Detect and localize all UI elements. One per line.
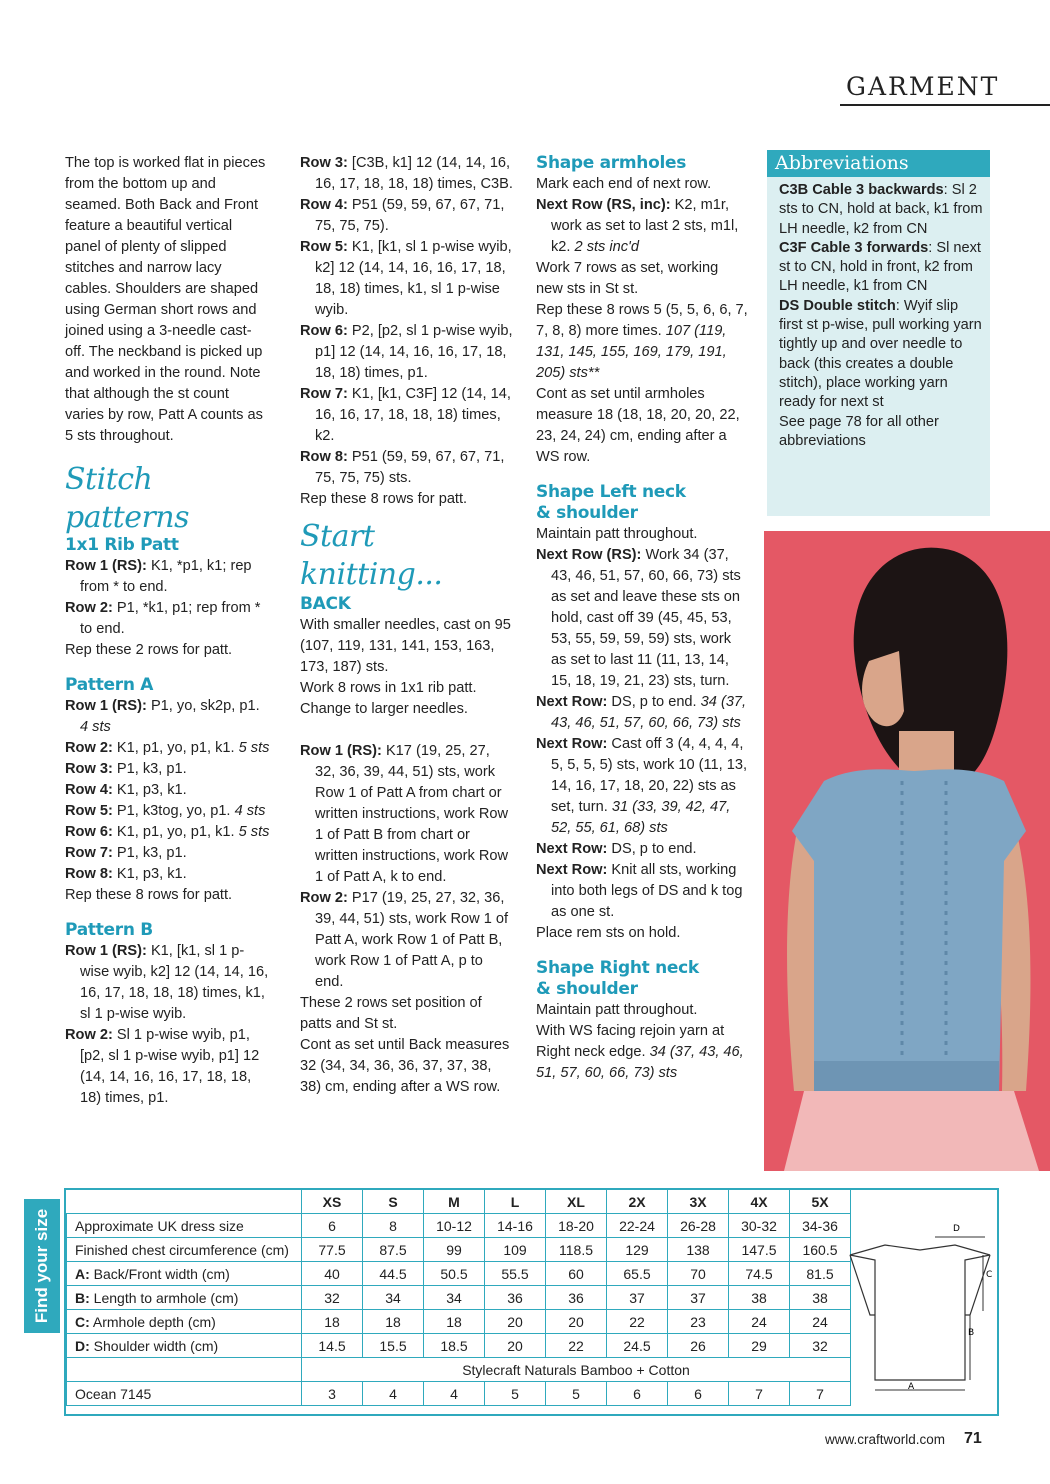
yarn-quantity: 4	[363, 1382, 424, 1406]
shape-armholes-heading: Shape armholes	[536, 153, 687, 173]
measurement-value: 24.5	[607, 1334, 668, 1358]
pattern-b-row-1	[65, 941, 270, 1025]
size-table	[66, 1189, 851, 1406]
column-3	[536, 153, 748, 1084]
abbreviations-title: Abbreviations	[767, 150, 990, 177]
measurement-value: 74.5	[729, 1262, 790, 1286]
pattern-b-row-text: K1, [k1, sl 1 p-wise wyib, k2] 12 (14, 14, 16, 16, 17, 18, 18, 18) times, k1, sl 1 p-wise wyib.	[315, 239, 512, 318]
pattern-a-row-label: Row 4:	[65, 782, 113, 798]
pattern-a-row-count: 4 sts	[80, 719, 111, 735]
measurement-label	[67, 1262, 302, 1286]
size-header: L	[485, 1190, 546, 1214]
measurement-value: 30-32	[729, 1214, 790, 1238]
left-neck-row-label: Next Row (RS):	[536, 547, 642, 563]
pattern-b-heading: Pattern B	[65, 920, 153, 940]
pattern-a-row-label: Row 2:	[65, 740, 113, 756]
pattern-b-repeat: Rep these 8 rows for patt.	[300, 491, 468, 507]
measurement-name: Length to armhole (cm)	[89, 1289, 239, 1306]
left-neck-row	[536, 692, 748, 734]
measurement-value: 40	[302, 1262, 363, 1286]
measurement-name: Back/Front width (cm)	[89, 1265, 230, 1282]
pattern-a-row-count: 5 sts	[238, 740, 270, 756]
yarn-name-row-corner	[67, 1358, 302, 1382]
armhole-next-row-text: K2, m1r, work as set to last 2 sts, m1l, k2.	[551, 197, 739, 255]
pattern-a-rows	[65, 696, 270, 885]
left-neck-rows	[536, 545, 748, 923]
pattern-b-rows-continued	[300, 153, 513, 489]
pattern-b-row	[300, 237, 513, 321]
size-table-header-row	[67, 1190, 851, 1214]
pattern-a-row-label: Row 7:	[65, 845, 113, 861]
measurement-value: 29	[729, 1334, 790, 1358]
pattern-b-row-label: Row 4:	[300, 197, 348, 213]
abbreviation-definition: : Sl next st to CN, hold in front, k2 from LH needle, k1 from CN	[779, 239, 981, 295]
measurement-value: 36	[546, 1286, 607, 1310]
rib-row-1-text: K1, *p1, k1; rep from * to end.	[80, 558, 252, 595]
measurement-value: 18	[363, 1310, 424, 1334]
yarn-quantity: 5	[485, 1382, 546, 1406]
back-row-1-label: Row 1 (RS):	[300, 743, 382, 759]
column-2	[300, 153, 513, 1098]
measurement-value: 50.5	[424, 1262, 485, 1286]
measurement-value: 23	[668, 1310, 729, 1334]
measurement-key: C:	[75, 1313, 90, 1330]
find-your-size-tab	[24, 1199, 60, 1333]
measurement-label	[67, 1334, 302, 1358]
size-table-corner	[67, 1190, 302, 1214]
size-table-row	[67, 1286, 851, 1310]
pattern-a-row-label: Row 3:	[65, 761, 113, 777]
left-neck-row	[536, 734, 748, 839]
measurement-value: 37	[607, 1286, 668, 1310]
back-row-2	[300, 888, 513, 993]
measurement-value: 8	[363, 1214, 424, 1238]
measurement-value: 44.5	[363, 1262, 424, 1286]
measurement-value: 60	[546, 1262, 607, 1286]
pattern-a-row	[65, 759, 270, 780]
pattern-a-row	[65, 780, 270, 801]
armhole-next-row-label: Next Row (RS, inc):	[536, 197, 671, 213]
left-neck-row-label: Next Row:	[536, 841, 608, 857]
abbreviations-body	[779, 181, 985, 451]
measurement-name: Armhole depth (cm)	[89, 1313, 216, 1330]
pattern-a-row-label: Row 8:	[65, 866, 113, 882]
pattern-b-row	[300, 384, 513, 447]
pattern-b-row-label: Row 7:	[300, 386, 348, 402]
size-header: 2X	[607, 1190, 668, 1214]
left-neck-row-text: Knit all sts, working into both legs of DS and k tog as one st.	[551, 862, 743, 920]
measurement-value: 70	[668, 1262, 729, 1286]
left-maintain: Maintain patt throughout.	[536, 526, 698, 542]
pattern-a-row-text: K1, p1, yo, p1, k1.	[116, 740, 235, 756]
back-row-1-text: K17 (19, 25, 27, 32, 36, 39, 44, 51) sts, work Row 1 of Patt A from chart or written instructions, work Row 1 of Patt B from chart or written instructions, work Row 1 of Patt A, k to end.	[315, 743, 509, 885]
yarn-quantity: 4	[424, 1382, 485, 1406]
pattern-b-row	[300, 153, 513, 195]
size-table-row	[67, 1262, 851, 1286]
measurement-value: 20	[485, 1310, 546, 1334]
yarn-quantity: 6	[668, 1382, 729, 1406]
measurement-value: 37	[668, 1286, 729, 1310]
measurement-value: 14.5	[302, 1334, 363, 1358]
left-neck-heading-1: Shape Left neck	[536, 482, 686, 502]
size-header: 5X	[790, 1190, 851, 1214]
pattern-a-row-text: K1, p3, k1.	[116, 782, 187, 798]
pattern-a-row-text: P1, k3, p1.	[116, 761, 187, 777]
back-row-2-text: P17 (19, 25, 27, 32, 36, 39, 44, 51) sts, work Row 1 of Patt A, work Row 1 of Patt B, work Row 1 of Patt A, p to end.	[315, 890, 509, 990]
back-set: These 2 rows set position of patts and St st.	[300, 995, 482, 1032]
pattern-b-row-label: Row 6:	[300, 323, 348, 339]
work-7-rows: Work 7 rows as set, working new sts in St st.	[536, 260, 719, 297]
size-table-row	[67, 1238, 851, 1262]
abbreviations-see-more: See page 78 for all other abbreviations	[779, 413, 939, 449]
measurement-value: 99	[424, 1238, 485, 1262]
pattern-a-heading: Pattern A	[65, 675, 154, 695]
pattern-a-row	[65, 822, 270, 843]
repeat-8-rows	[536, 300, 748, 384]
measurement-value: 18	[424, 1310, 485, 1334]
measurement-key: D:	[75, 1337, 90, 1354]
diagram-label-d: D	[953, 1224, 960, 1234]
measurement-value: 118.5	[546, 1238, 607, 1262]
pattern-a-row-text: P1, k3, p1.	[116, 845, 187, 861]
abbreviation-item	[779, 181, 985, 239]
yarn-quantity: 3	[302, 1382, 363, 1406]
measurement-label	[67, 1238, 302, 1262]
rib-row-1	[65, 556, 270, 598]
measurement-value: 55.5	[485, 1262, 546, 1286]
size-table-row	[67, 1214, 851, 1238]
measurement-value: 77.5	[302, 1238, 363, 1262]
measurement-value: 65.5	[607, 1262, 668, 1286]
pattern-a-row	[65, 801, 270, 822]
back-rib: Work 8 rows in 1x1 rib patt.	[300, 680, 477, 696]
pattern-b-row-2-label: Row 2:	[65, 1027, 113, 1043]
pattern-a-row-text: P1, yo, sk2p, p1.	[150, 698, 260, 714]
back-cont: Cont as set until Back measures 32 (34, 34, 36, 36, 37, 37, 38, 38) cm, ending after a WS row.	[300, 1037, 510, 1095]
right-neck-heading-1: Shape Right neck	[536, 958, 699, 978]
rib-repeat: Rep these 2 rows for patt.	[65, 642, 233, 658]
measurement-value: 34-36	[790, 1214, 851, 1238]
pattern-b-row-1-label: Row 1 (RS):	[65, 943, 147, 959]
measurement-value: 20	[546, 1310, 607, 1334]
yarn-shade: Ocean 7145	[67, 1382, 302, 1406]
left-neck-row-text: Work 34 (37, 43, 46, 51, 57, 60, 66, 73) sts as set and leave these sts on hold, cast off 39 (45, 45, 53, 53, 55, 59, 59, 59) sts, work as set to last 11 (11, 13, 14, 15, 18, 19, 21, 23) sts, turn.	[551, 547, 741, 689]
measurement-value: 10-12	[424, 1214, 485, 1238]
size-header: M	[424, 1190, 485, 1214]
rib-row-2-text: P1, *k1, p1; rep from * to end.	[80, 600, 261, 637]
right-ws	[536, 1021, 748, 1084]
abbreviation-term: C3B Cable 3 backwards	[779, 182, 944, 198]
section-rule	[840, 104, 1050, 106]
pattern-b-row	[300, 321, 513, 384]
pattern-a-row	[65, 738, 270, 759]
measurement-key: A:	[75, 1265, 90, 1282]
measurement-value: 22-24	[607, 1214, 668, 1238]
pattern-a-row-text: K1, p3, k1.	[116, 866, 187, 882]
pattern-b-row-text: P51 (59, 59, 67, 67, 71, 75, 75, 75) sts.	[315, 449, 505, 486]
abbreviation-definition: : Sl 2 sts to CN, hold at back, k1 from LH needle, k2 from CN	[779, 182, 983, 237]
measurement-value: 18.5	[424, 1334, 485, 1358]
measurement-value: 6	[302, 1214, 363, 1238]
measurement-name: Finished chest circumference (cm)	[75, 1241, 289, 1258]
left-neck-row	[536, 545, 748, 692]
pattern-a-repeat: Rep these 8 rows for patt.	[65, 887, 233, 903]
left-neck-row-text: DS, p to end.	[611, 694, 697, 710]
size-header: 3X	[668, 1190, 729, 1214]
measurement-name: Shoulder width (cm)	[89, 1337, 219, 1354]
left-neck-row-label: Next Row:	[536, 694, 608, 710]
measurement-value: 32	[302, 1286, 363, 1310]
yarn-quantity-row	[67, 1382, 851, 1406]
left-neck-row-count: 34 (37, 43, 46, 51, 57, 60, 66, 73) sts	[551, 694, 747, 731]
left-neck-row-text: Cast off 3 (4, 4, 4, 4, 5, 5, 5, 5) sts, work 10 (11, 13, 14, 16, 17, 18, 20, 22) sts as set, turn.	[551, 736, 748, 815]
measurement-value: 18-20	[546, 1214, 607, 1238]
measurement-value: 38	[790, 1286, 851, 1310]
pattern-b-row-label: Row 5:	[300, 239, 348, 255]
armhole-next-row	[536, 195, 748, 258]
right-ws-text: With WS facing rejoin yarn at Right neck edge.	[536, 1023, 725, 1060]
measurement-value: 81.5	[790, 1262, 851, 1286]
abbreviation-item	[779, 297, 985, 413]
left-neck-row-label: Next Row:	[536, 862, 608, 878]
armhole-next-row-count: 2 sts inc'd	[574, 239, 639, 255]
size-table-row	[67, 1334, 851, 1358]
measurement-value: 87.5	[363, 1238, 424, 1262]
abbreviation-definition: : Wyif slip first st p-wise, pull working yarn tightly up and over needle to back (this creates a double stitch), place working yarn ready for next st	[779, 297, 982, 411]
left-neck-row	[536, 839, 748, 860]
measurement-value: 38	[729, 1286, 790, 1310]
measurement-value: 36	[485, 1286, 546, 1310]
right-ws-count: 34 (37, 43, 46, 51, 57, 60, 66, 73) sts	[536, 1044, 744, 1081]
pattern-a-row-count: 5 sts	[238, 824, 270, 840]
measurement-value: 109	[485, 1238, 546, 1262]
repeat-8-count: 107 (119, 131, 145, 155, 169, 179, 191, 205) sts**	[536, 323, 727, 381]
pattern-a-row-text: P1, k3tog, yo, p1.	[116, 803, 231, 819]
armhole-cont: Cont as set until armholes measure 18 (18, 18, 20, 20, 22, 23, 24, 24) cm, ending after a WS row.	[536, 386, 740, 465]
intro-text: The top is worked flat in pieces from the bottom up and seamed. Both Back and Front feature a beautiful vertical panel of plenty of slipped stitches and narrow lacy cables. Shoulders are shaped using German short rows and joined using a 3-needle cast-off. The neckband is picked up and worked in the round. Note that although the st count varies by row, Patt A counts as 5 sts throughout.	[65, 155, 266, 444]
measurement-value: 20	[485, 1334, 546, 1358]
back-cast-on: With smaller needles, cast on 95 (107, 119, 131, 141, 153, 163, 173, 187) sts.	[300, 617, 511, 675]
measurement-name: Approximate UK dress size	[75, 1217, 244, 1234]
yarn-name: Stylecraft Naturals Bamboo + Cotton	[302, 1358, 851, 1382]
rib-heading: 1x1 Rib Patt	[65, 535, 179, 555]
yarn-quantity: 6	[607, 1382, 668, 1406]
measurement-label	[67, 1310, 302, 1334]
measurement-value: 160.5	[790, 1238, 851, 1262]
garment-schematic-diagram	[845, 1215, 995, 1400]
measurement-label	[67, 1214, 302, 1238]
pattern-b-row-label: Row 8:	[300, 449, 348, 465]
abbreviation-term: C3F Cable 3 forwards	[779, 239, 929, 256]
size-header: XS	[302, 1190, 363, 1214]
back-row-1	[300, 741, 513, 888]
measurement-value: 24	[790, 1310, 851, 1334]
right-maintain: Maintain patt throughout.	[536, 1002, 698, 1018]
pattern-b-row	[300, 447, 513, 489]
measurement-value: 26	[668, 1334, 729, 1358]
size-header: S	[363, 1190, 424, 1214]
model-photo-illustration	[764, 531, 1050, 1171]
start-knitting-heading: Start knitting...	[300, 519, 443, 592]
pattern-b-row-text: P51 (59, 59, 67, 67, 71, 75, 75, 75).	[315, 197, 505, 234]
abbreviation-term: DS Double stitch	[779, 297, 896, 314]
measurement-value: 129	[607, 1238, 668, 1262]
yarn-quantity: 7	[729, 1382, 790, 1406]
pattern-a-row-text: K1, p1, yo, p1, k1.	[116, 824, 235, 840]
back-change-needles: Change to larger needles.	[300, 701, 468, 717]
pattern-a-row	[65, 843, 270, 864]
pattern-a-row-count: 4 sts	[234, 803, 266, 819]
pattern-b-row-1-text: K1, [k1, sl 1 p-wise wyib, k2] 12 (14, 14, 16, 16, 17, 18, 18, 18) times, k1, sl 1 p-wise wyib.	[80, 943, 269, 1022]
measurement-value: 24	[729, 1310, 790, 1334]
yarn-quantity: 5	[546, 1382, 607, 1406]
measurement-key: B:	[75, 1289, 90, 1306]
pattern-b-row	[300, 195, 513, 237]
measurement-label	[67, 1286, 302, 1310]
pattern-b-row-2-text: Sl 1 p-wise wyib, p1, [p2, sl 1 p-wise wyib, p1] 12 (14, 14, 16, 16, 17, 18, 18, 18) times, p1.	[80, 1027, 260, 1106]
measurement-value: 14-16	[485, 1214, 546, 1238]
pattern-a-row	[65, 696, 270, 738]
rib-row-2-label: Row 2:	[65, 600, 113, 616]
rib-row-2	[65, 598, 270, 640]
yarn-name-row	[67, 1358, 851, 1382]
pattern-a-row-label: Row 1 (RS):	[65, 698, 147, 714]
yarn-quantity: 7	[790, 1382, 851, 1406]
size-header: 4X	[729, 1190, 790, 1214]
measurement-value: 147.5	[729, 1238, 790, 1262]
measurement-value: 15.5	[363, 1334, 424, 1358]
measurement-value: 26-28	[668, 1214, 729, 1238]
left-neck-heading-2: & shoulder	[536, 503, 638, 523]
measurement-value: 22	[607, 1310, 668, 1334]
rib-row-1-label: Row 1 (RS):	[65, 558, 147, 574]
diagram-label-a: A	[908, 1382, 915, 1392]
left-neck-row	[536, 860, 748, 923]
garment-photo	[764, 531, 1050, 1171]
measurement-value: 34	[363, 1286, 424, 1310]
pattern-a-row	[65, 864, 270, 885]
pattern-b-row-text: P2, [p2, sl 1 p-wise wyib, p1] 12 (14, 14, 16, 16, 17, 18, 18, 18) times, p1.	[315, 323, 513, 381]
left-neck-row-label: Next Row:	[536, 736, 608, 752]
left-neck-row-text: DS, p to end.	[611, 841, 697, 857]
left-place: Place rem sts on hold.	[536, 925, 681, 941]
repeat-8-text: Rep these 8 rows 5 (5, 5, 6, 6, 7, 7, 8, 8) more times.	[536, 302, 748, 339]
measurement-value: 138	[668, 1238, 729, 1262]
measurement-value: 22	[546, 1334, 607, 1358]
measurement-value: 34	[424, 1286, 485, 1310]
pattern-a-row-label: Row 5:	[65, 803, 113, 819]
pattern-b-row-text: K1, [k1, C3F] 12 (14, 14, 16, 16, 17, 18, 18, 18) times, k2.	[315, 386, 511, 444]
mark-text: Mark each end of next row.	[536, 176, 712, 192]
measurement-value: 32	[790, 1334, 851, 1358]
pattern-b-row-label: Row 3:	[300, 155, 348, 171]
column-1	[65, 153, 270, 1109]
diagram-label-b: B	[968, 1328, 975, 1338]
stitch-patterns-heading: Stitch patterns	[65, 462, 190, 535]
right-neck-heading-2: & shoulder	[536, 979, 638, 999]
measurement-value: 18	[302, 1310, 363, 1334]
page-number: 71	[964, 1430, 982, 1447]
size-table-row	[67, 1310, 851, 1334]
left-neck-row-count: 31 (33, 39, 42, 47, 52, 55, 61, 68) sts	[551, 799, 731, 836]
pattern-b-row-text: [C3B, k1] 12 (14, 14, 16, 16, 17, 18, 18, 18) times, C3B.	[315, 155, 513, 192]
footer-url[interactable]: www.craftworld.com	[825, 1432, 946, 1447]
back-heading: BACK	[300, 594, 351, 614]
diagram-label-c: C	[986, 1270, 993, 1280]
size-header: XL	[546, 1190, 607, 1214]
pattern-b-row-2	[65, 1025, 270, 1109]
back-row-2-label: Row 2:	[300, 890, 348, 906]
find-your-size-label: Find your size	[32, 1208, 51, 1324]
section-title: GARMENT	[846, 72, 1000, 101]
pattern-a-row-label: Row 6:	[65, 824, 113, 840]
abbreviation-item	[779, 239, 985, 297]
